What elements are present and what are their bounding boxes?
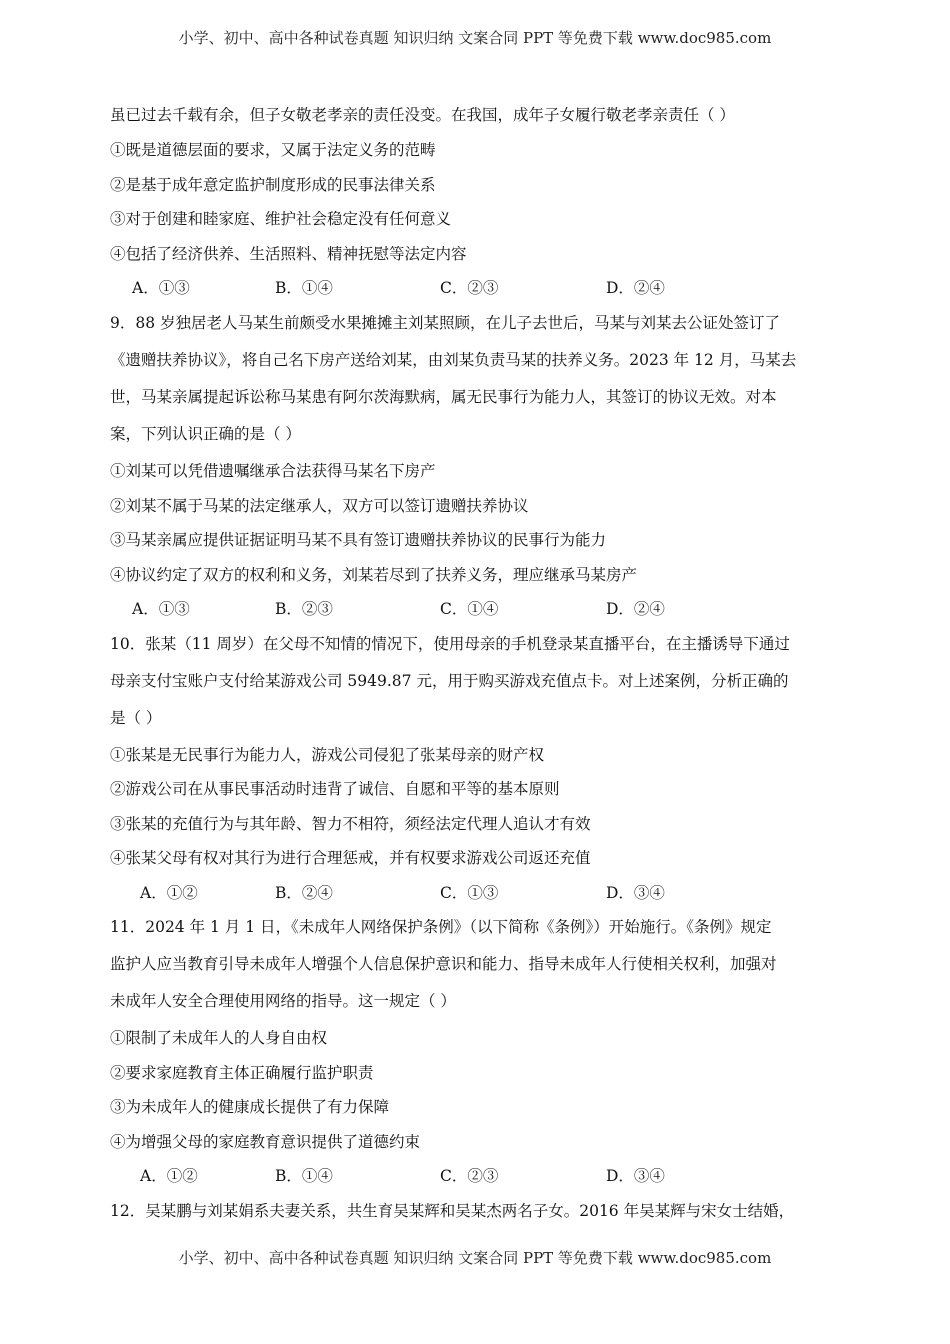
q11-option-a: A．①②: [140, 1167, 198, 1185]
q11-item-3: ③为未成年人的健康成长提供了有力保障: [110, 1098, 390, 1116]
q8-option-b: B．①④: [275, 279, 333, 297]
q9-stem-line-1: 9．88 岁独居老人马某生前颇受水果摊摊主刘某照顾，在儿子去世后，马某与刘某去公证处签订了: [110, 314, 781, 332]
q11-item-1: ①限制了未成年人的人身自由权: [110, 1029, 328, 1047]
q9-stem-line-2: 《遗赠扶养协议》，将自己名下房产送给刘某，由刘某负责马某的扶养义务。2023 年 12 月，马某去: [110, 351, 797, 369]
q8-item-1: ①既是道德层面的要求，又属于法定义务的范畴: [110, 141, 436, 159]
q9-item-3: ③马某亲属应提供证据证明马某不具有签订遗赠扶养协议的民事行为能力: [110, 531, 607, 549]
q8-item-4: ④包括了经济供养、生活照料、精神抚慰等法定内容: [110, 245, 467, 263]
q10-item-4: ④张某父母有权对其行为进行合理惩戒，并有权要求游戏公司返还充值: [110, 849, 591, 867]
q9-option-a: A．①③: [132, 600, 190, 618]
q11-option-c: C．②③: [440, 1167, 499, 1185]
q11-option-b: B．①④: [275, 1167, 333, 1185]
q10-item-3: ③张某的充值行为与其年龄、智力不相符，须经法定代理人追认才有效: [110, 815, 591, 833]
q11-stem-line-2: 监护人应当教育引导未成年人增强个人信息保护意识和能力、指导未成年人行使相关权利，加强对: [110, 955, 777, 973]
q9-option-c: C．①④: [440, 600, 499, 618]
q8-stem-line-1: 虽已过去千载有余，但子女敬老孝亲的责任没变。在我国，成年子女履行敬老孝亲责任（ ）: [110, 106, 735, 124]
q10-option-d: D．③④: [606, 884, 665, 902]
q9-option-d: D．②④: [606, 600, 665, 618]
q9-stem-line-3: 世，马某亲属提起诉讼称马某患有阿尔茨海默病，属无民事行为能力人，其签订的协议无效。对本: [110, 388, 777, 406]
page-footer: 小学、初中、高中各种试卷真题 知识归纳 文案合同 PPT 等免费下载 www.doc985.com: [178, 1249, 772, 1267]
q9-option-b: B．②③: [275, 600, 333, 618]
q10-stem-line-1: 10．张某（11 周岁）在父母不知情的情况下，使用母亲的手机登录某直播平台，在主播诱导下通过: [110, 635, 790, 653]
q10-option-a: A．①②: [140, 884, 198, 902]
q11-item-2: ②要求家庭教育主体正确履行监护职责: [110, 1064, 374, 1082]
q8-option-a: A．①③: [132, 279, 190, 297]
q9-item-1: ①刘某可以凭借遗嘱继承合法获得马某名下房产: [110, 462, 436, 480]
q9-item-4: ④协议约定了双方的权利和义务，刘某若尽到了扶养义务，理应继承马某房产: [110, 566, 638, 584]
q8-item-3: ③对于创建和睦家庭、维护社会稳定没有任何意义: [110, 210, 452, 228]
q10-item-1: ①张某是无民事行为能力人，游戏公司侵犯了张某母亲的财产权: [110, 746, 545, 764]
q11-stem-line-1: 11．2024 年 1 月 1 日，《未成年人网络保护条例》（以下简称《条例》）开始施行。《条例》规定: [110, 918, 772, 936]
q9-stem-line-4: 案，下列认识正确的是（ ）: [110, 425, 301, 443]
q8-item-2: ②是基于成年意定监护制度形成的民事法律关系: [110, 176, 436, 194]
page-header: 小学、初中、高中各种试卷真题 知识归纳 文案合同 PPT 等免费下载 www.doc985.com: [178, 29, 772, 47]
q8-option-d: D．②④: [606, 279, 665, 297]
q10-option-c: C．①③: [440, 884, 499, 902]
q11-stem-line-3: 未成年人安全合理使用网络的指导。这一规定（ ）: [110, 992, 456, 1010]
q11-item-4: ④为增强父母的家庭教育意识提供了道德约束: [110, 1133, 421, 1151]
q10-stem-line-3: 是（ ）: [110, 709, 162, 727]
q12-stem-line-1: 12．吴某鹏与刘某娟系夫妻关系，共生育吴某辉和吴某杰两名子女。2016 年吴某辉与宋女士结婚，: [110, 1202, 795, 1220]
q10-stem-line-2: 母亲支付宝账户支付给某游戏公司 5949.87 元，用于购买游戏充值点卡。对上述案例，分析正确的: [110, 672, 789, 690]
q11-option-d: D．③④: [606, 1167, 665, 1185]
q10-option-b: B．②④: [275, 884, 333, 902]
q8-option-c: C．②③: [440, 279, 499, 297]
q10-item-2: ②游戏公司在从事民事活动时违背了诚信、自愿和平等的基本原则: [110, 780, 560, 798]
q9-item-2: ②刘某不属于马某的法定继承人，双方可以签订遗赠扶养协议: [110, 497, 529, 515]
